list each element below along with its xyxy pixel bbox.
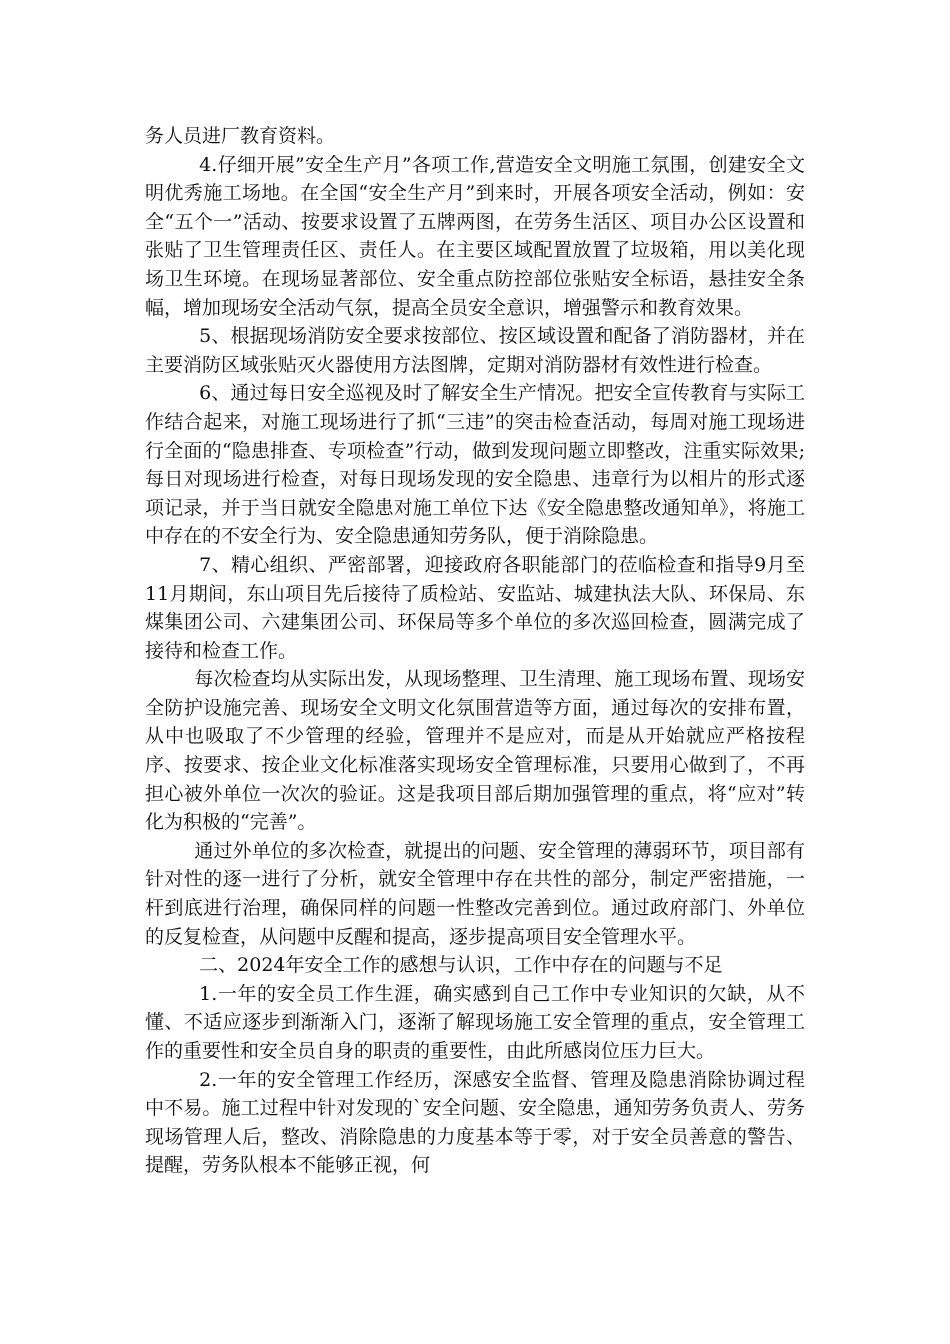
paragraph-6: 每次检查均从实际出发，从现场整理、卫生清理、施工现场布置、现场安全防护设施完善、现场安全文明文化氛围营造等方面，通过每次的安排布置，从中也吸取了不少管理的经验，管理并不是应对，而是从开始就应严格按程序、按要求、按企业文化标准落实现场安全管理标准，只要用心做到了，不再担心被外单位一次次的验证。这是我项目部后期加强管理的重点，将“应对”转化为积极的“完善”。: [145, 668, 805, 834]
paragraph-2: 4.仔细开展”安全生产月”各项工作,营造安全文明施工氛围，创建安全文明优秀施工场地。在全国“安全生产月”到来时，开展各项安全活动，例如：安全“五个一”活动、按要求设置了五牌两图，在劳务生活区、项目办公区设置和张贴了卫生管理责任区、责任人。在主要区域配置放置了垃圾箱，用以美化现场卫生环境。在现场显著部位、安全重点防控部位张贴安全标语，悬挂安全条幅，增加现场安全活动气氛，提高全员安全意识，增强警示和教育效果。: [145, 153, 805, 319]
section-heading: 二、2024年安全工作的感想与认识，工作中存在的问题与不足: [199, 954, 723, 977]
paragraph-9: 2.一年的安全管理工作经历，深感安全监督、管理及隐患消除协调过程中不易。施工过程中针对发现的`安全问题、安全隐患，通知劳务负责人、劳务现场管理人后，整改、消除隐患的力度基本等于零，对于安全员善意的警告、提醒，劳务队根本不能够正视，何: [145, 1068, 805, 1177]
document-page: [145, 122, 805, 1180]
paragraph-5: 7、精心组织、严密部署，迎接政府各职能部门的莅临检查和指导9月至11月期间，东山项目先后接待了质检站、安监站、城建执法大队、环保局、东煤集团公司、六建集团公司、环保局等多个单位的多次巡回检查，圆满完成了接待和检查工作。: [145, 553, 805, 662]
paragraph-8: 1.一年的安全员工作生涯，确实感到自己工作中专业知识的欠缺，从不懂、不适应逐步到渐渐入门，逐渐了解现场施工安全管理的重点，安全管理工作的重要性和安全员自身的职责的重要性，由此所感岗位压力巨大。: [145, 982, 805, 1062]
paragraph-3: 5、根据现场消防安全要求按部位、按区域设置和配备了消防器材，并在主要消防区域张贴灭火器使用方法图牌，定期对消防器材有效性进行检查。: [145, 325, 805, 376]
paragraph-4: 6、通过每日安全巡视及时了解安全生产情况。把安全宣传教育与实际工作结合起来，对施工现场进行了抓“三违”的突击检查活动，每周对施工现场进行全面的“隐患排查、专项检查”行动，做到发现问题立即整改，注重实际效果;每日对现场进行检查，对每日现场发现的安全隐患、违章行为以相片的形式逐项记录，并于当日就安全隐患对施工单位下达《安全隐患整改通知单》，将施工中存在的不安全行为、安全隐患通知劳务队，便于消除隐患。: [145, 382, 805, 548]
paragraph-1: 务人员进厂教育资料。: [145, 125, 336, 147]
paragraph-7: 通过外单位的多次检查，就提出的问题、安全管理的薄弱环节，项目部有针对性的逐一进行了分析，就安全管理中存在共性的部分，制定严密措施，一杆到底进行治理，确保同样的问题一性整改完善到位。通过政府部门、外单位的反复检查，从问题中反醒和提高，逐步提高项目安全管理水平。: [145, 839, 805, 948]
